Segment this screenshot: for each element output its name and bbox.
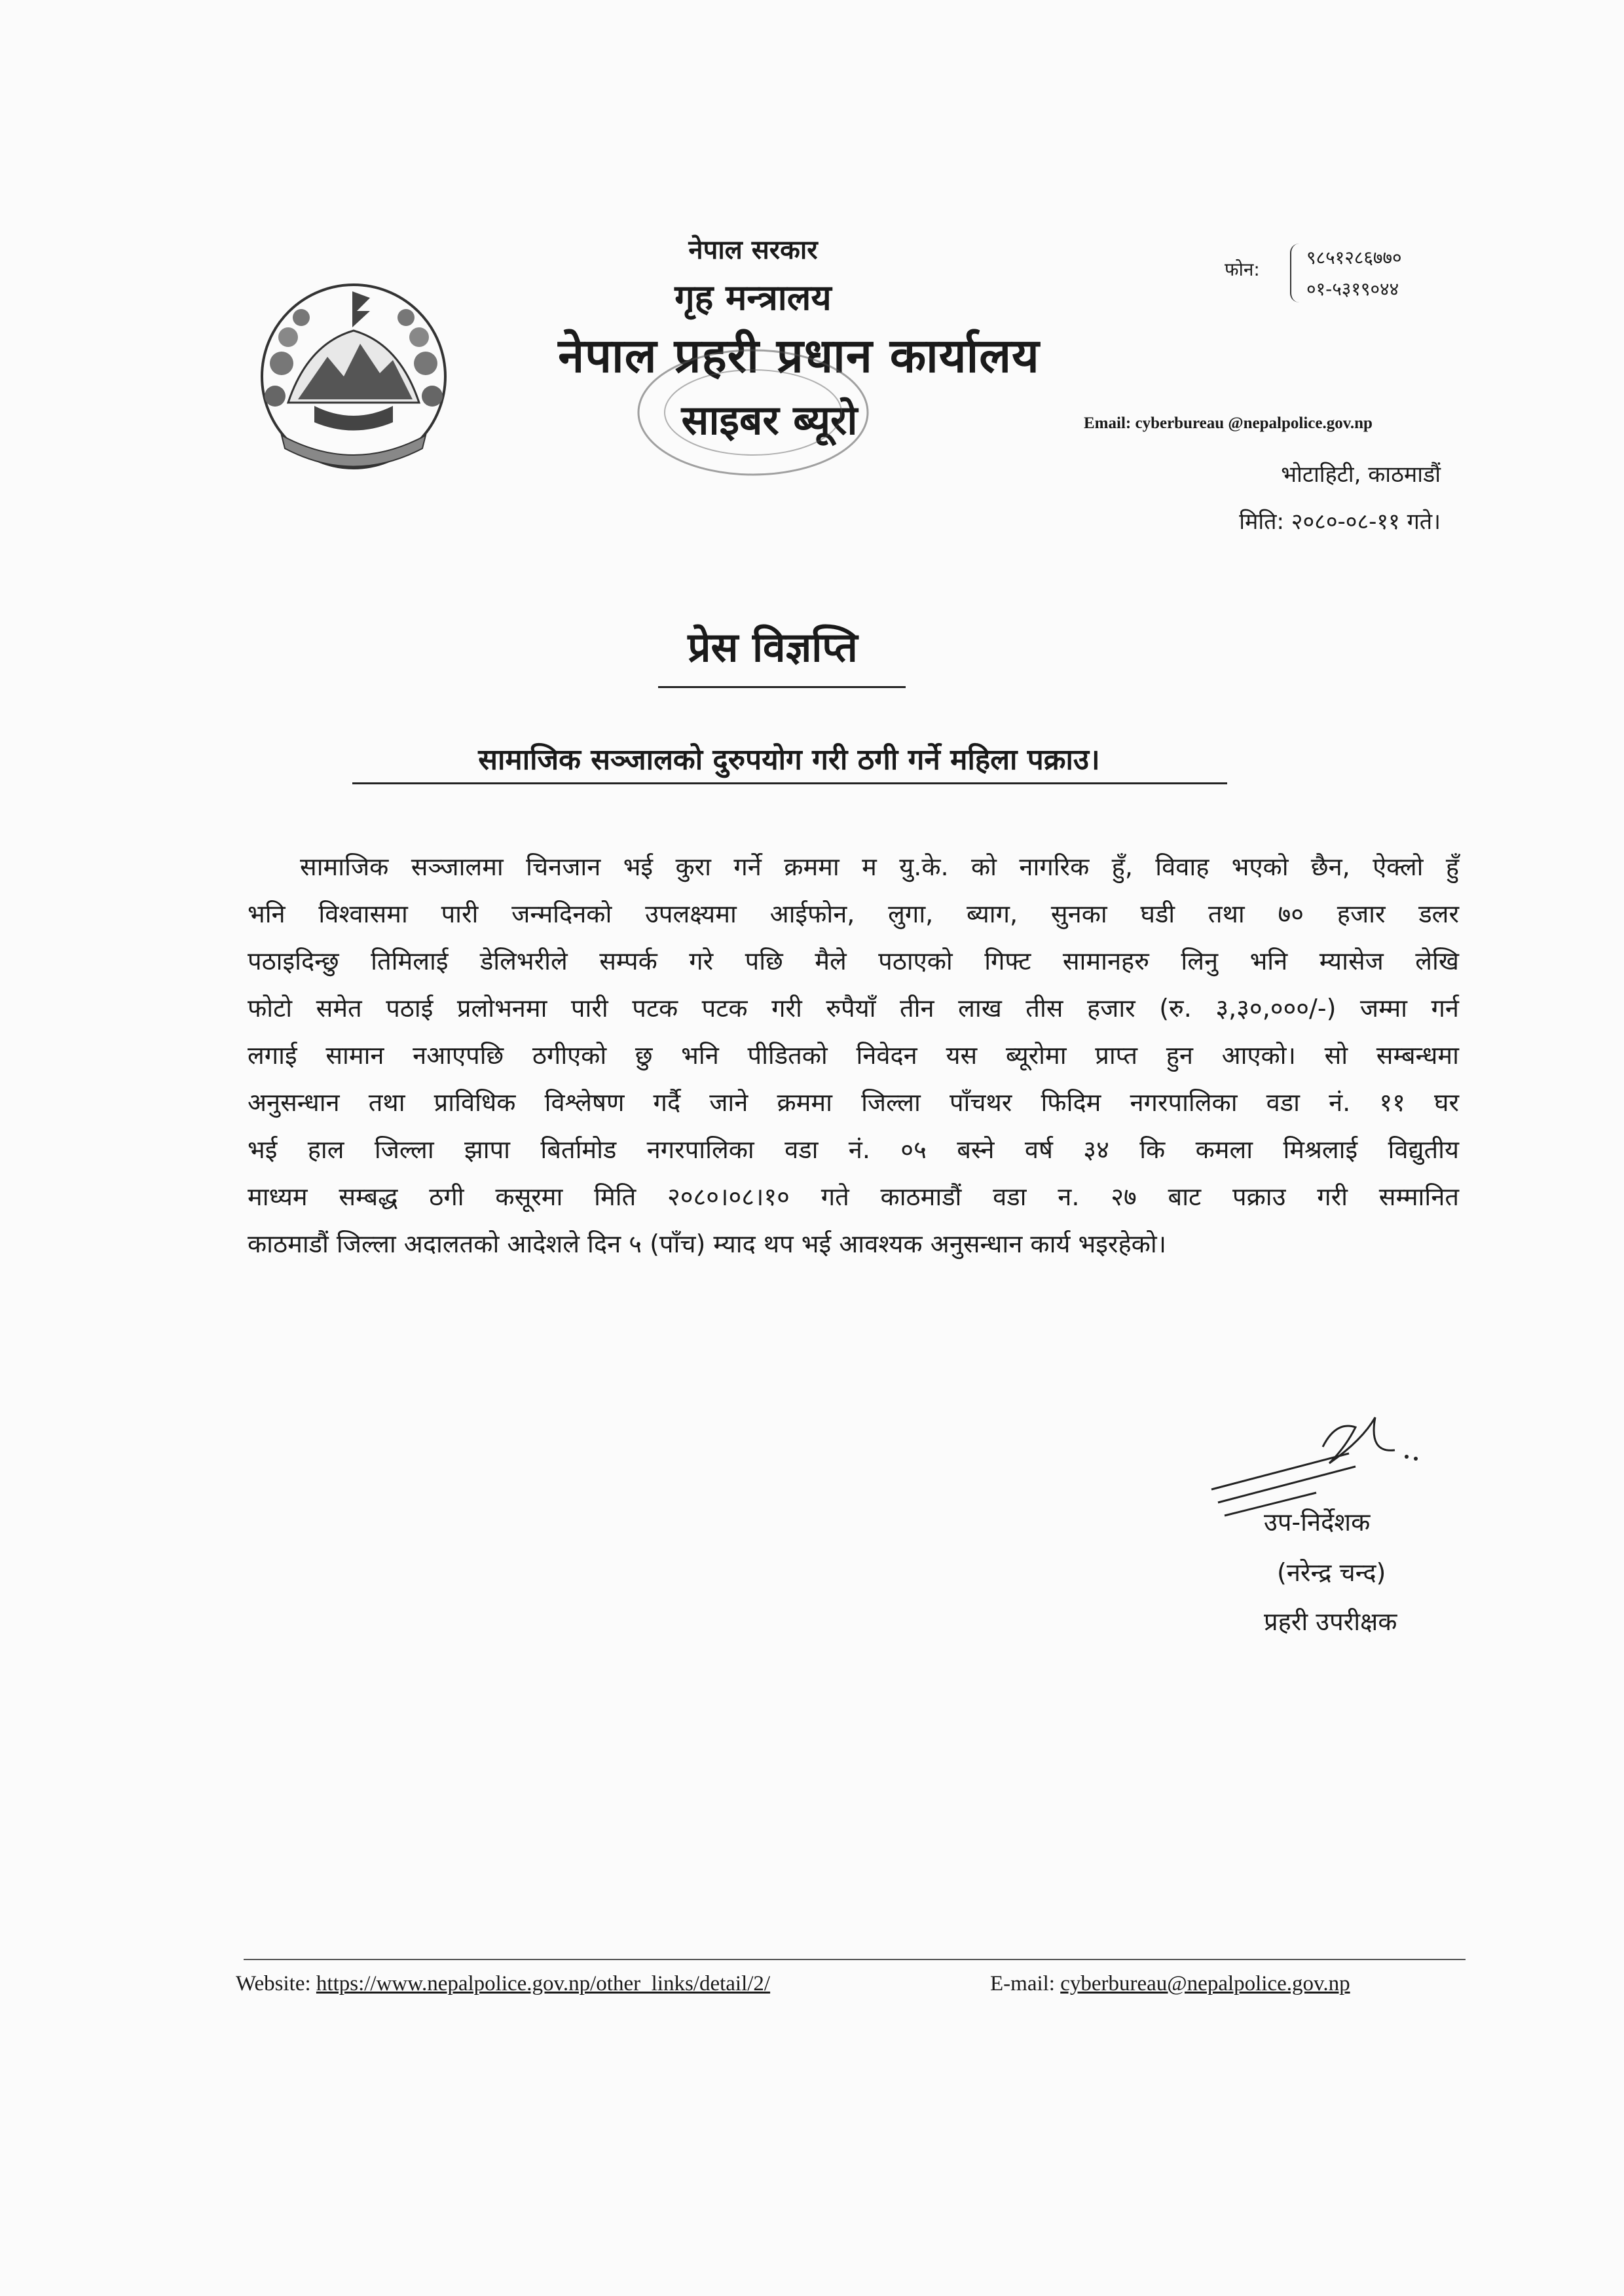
ministry-name: गृह मन्त्रालय	[674, 277, 832, 318]
website-link[interactable]: https://www.nepalpolice.gov.np/other_links/detail/2/	[316, 1972, 771, 1995]
government-name: नेपाल सरकार	[688, 235, 818, 265]
body-paragraph	[248, 843, 1459, 1267]
signatory-title: उप-निर्देशक	[1264, 1508, 1371, 1537]
footer-email	[990, 1972, 1350, 1996]
body-line: भनि विश्वासमा पारी जन्मदिनको उपलक्ष्यमा आईफोन, लुगा, ब्याग, सुनका घडी तथा ७० हजार डलर	[248, 900, 1459, 928]
office-name: नेपाल प्रहरी प्रधान कार्यालय	[558, 328, 1040, 383]
release-date: मिति: २०८०-०८-११ गते।	[1239, 509, 1441, 535]
phone-brace	[1290, 244, 1304, 302]
office-address: भोटाहिटी, काठमाडौं	[1281, 462, 1441, 488]
phone-label: फोन:	[1225, 259, 1260, 280]
body-line: माध्यम सम्बद्ध ठगी कसूरमा मिति २०८०।०८।१० गते काठमाडौं वडा न. २७ बाट पक्राउ गरी सम्मानित	[248, 1182, 1459, 1211]
subtitle-underline	[352, 782, 1227, 784]
body-line: लगाई सामान नआएपछि ठगीएको छु भनि पीडितको निवेदन यस ब्यूरोमा प्राप्त हुन आएको। सो सम्बन्धमा	[248, 1041, 1459, 1070]
signatory-name: (नरेन्द्र चन्द)	[1277, 1558, 1386, 1587]
footer-website	[236, 1972, 770, 1996]
nepal-emblem-icon	[236, 265, 471, 475]
header-email: Email: cyberbureau @nepalpolice.gov.np	[1084, 414, 1373, 432]
email-label: E-mail:	[990, 1972, 1055, 1995]
body-line: फोटो समेत पठाई प्रलोभनमा पारी पटक पटक गरी रुपैयाँ तीन लाख तीस हजार (रु. ३,३०,०००/-) जम्मा गर्न	[248, 994, 1459, 1023]
news-subtitle: सामाजिक सञ्जालको दुरुपयोग गरी ठगी गर्ने महिला पक्राउ।	[478, 743, 1100, 776]
page-title: प्रेस विज्ञप्ति	[688, 623, 858, 671]
signatory-rank: प्रहरी उपरीक्षक	[1264, 1607, 1397, 1636]
title-underline	[658, 686, 906, 688]
body-line: काठमाडौं जिल्ला अदालतको आदेशले दिन ५ (पाँच) म्याद थप भई आवश्यक अनुसन्धान कार्य भइरहेको।	[248, 1230, 1167, 1258]
website-label: Website:	[236, 1972, 311, 1995]
body-line: सामाजिक सञ्जालमा चिनजान भई कुरा गर्ने क्रममा म यु.के. को नागरिक हुँ, विवाह भएको छैन, ऐक्लो हुँ	[300, 852, 1459, 881]
phone-number: ०१-५३१९०४४	[1306, 278, 1399, 300]
bureau-name: साइबर ब्यूरो	[681, 396, 858, 444]
phone-list	[1306, 242, 1402, 305]
phone-number: ९८५१२८६७७०	[1306, 247, 1402, 268]
body-line: भई हाल जिल्ला झापा बिर्तामोड नगरपालिका वडा नं. ०५ बस्ने वर्ष ३४ कि कमला मिश्रलाई विद्युतीय	[248, 1135, 1459, 1164]
body-line: पठाइदिन्छु तिमिलाई डेलिभरीले सम्पर्क गरे पछि मैले पठाएको गिफ्ट सामानहरु लिनु भनि म्यासेज लेखि	[248, 947, 1459, 975]
footer-divider	[244, 1959, 1466, 1960]
office-stamp-icon	[629, 340, 877, 484]
email-link[interactable]: cyberbureau@nepalpolice.gov.np	[1060, 1972, 1350, 1995]
body-line: अनुसन्धान तथा प्राविधिक विश्लेषण गर्दै जाने क्रममा जिल्ला पाँचथर फिदिम नगरपालिका वडा नं. ११ घर	[248, 1088, 1459, 1117]
